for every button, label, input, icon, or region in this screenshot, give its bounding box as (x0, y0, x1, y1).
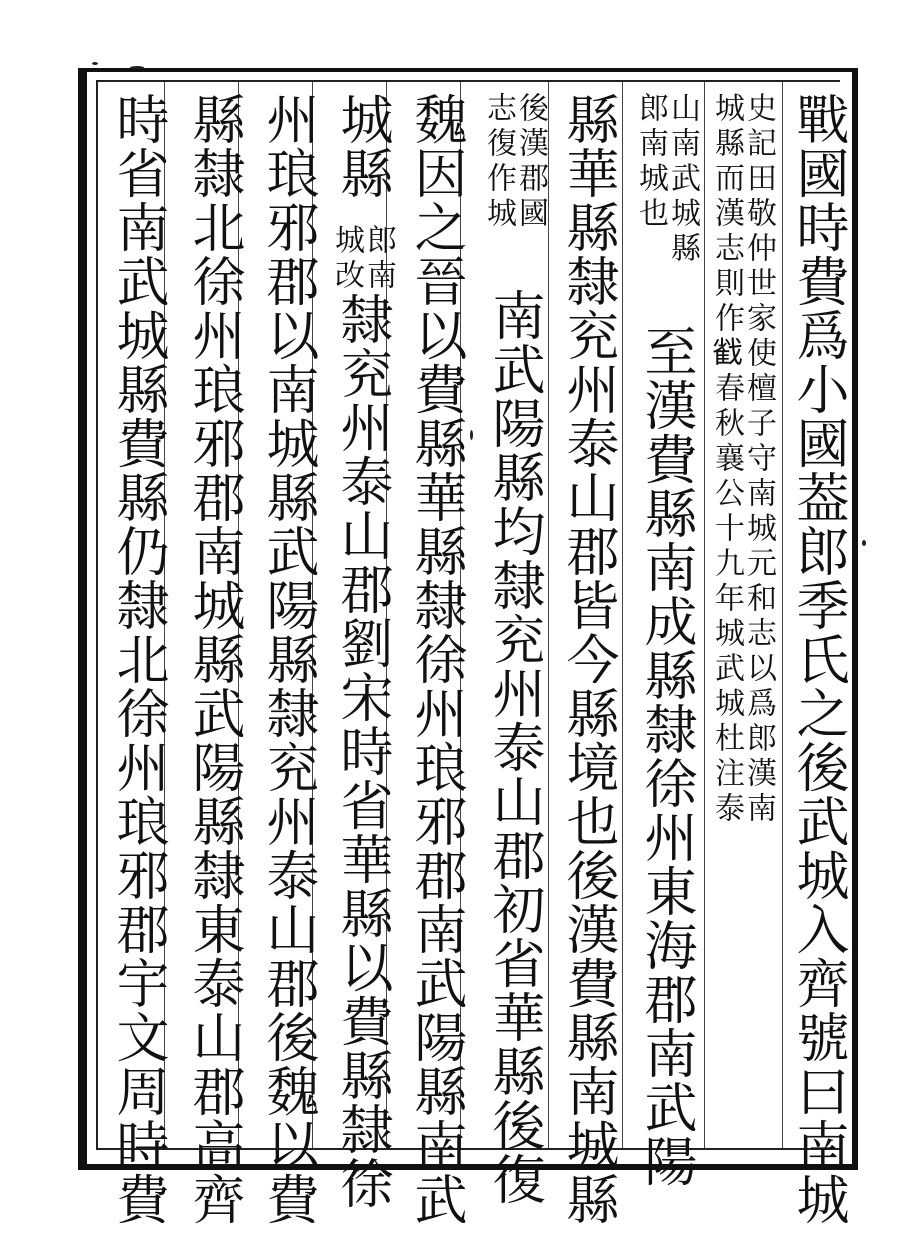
annotation-line-right: 後漢郡國 (513, 92, 548, 232)
text-column-10: 時省南武城縣費縣仍隸北徐州琅邪郡宇文周時費 (108, 92, 169, 1226)
text-column-7 (329, 92, 396, 1210)
annotation-line-right: 史記田敬仲世家使檀子守南城元和志以爲郎漢南 (741, 92, 776, 827)
scan-speck (862, 540, 866, 546)
text-column-1: 戰國時費爲小國葢郎季氏之後武城入齊號曰南城 (788, 92, 849, 1226)
column-rule (548, 82, 549, 1148)
text-column-4: 縣華縣隸兖州泰山郡皆今縣境也後漢費縣南城縣 (558, 92, 619, 1226)
annotation-line-left: 城縣而漢志則作𢧵春秋襄公十九年城武城杜注泰 (709, 92, 744, 827)
annotation-line-left: 城改 (329, 224, 364, 294)
scan-speck (130, 66, 144, 69)
column-rule (782, 82, 783, 1148)
main-text: 隸兖州泰山郡劉宋時省華縣以費縣隸徐 (332, 292, 393, 1210)
scan-speck (92, 62, 98, 65)
text-column-5 (481, 92, 548, 1206)
text-column-9: 縣隸北徐州琅邪郡南城縣武陽縣隸東泰山郡高齊 (184, 92, 245, 1226)
annotation-column-2 (710, 92, 774, 1152)
annotation-line-right: 郎南 (361, 224, 396, 294)
column-rule (622, 82, 623, 1148)
annotation-line-left: 郎南城也 (633, 92, 668, 232)
scan-speck (470, 430, 473, 440)
text-column-8: 州琅邪郡以南城縣武陽縣隸兖州泰山郡後魏以費 (258, 92, 319, 1226)
annotation-line-right: 山南武城縣 (665, 92, 700, 267)
text-column-6: 魏因之晉以費縣華縣隸徐州琅邪郡南武陽縣南武 (406, 92, 467, 1226)
annotation-line-left: 志復作城 (481, 92, 516, 232)
main-text: 南武陽縣均隸兖州泰山郡初省華縣後復 (484, 288, 545, 1206)
right-edge-border (852, 68, 858, 1170)
main-text: 至漢費縣南成縣隸徐州東海郡南武陽 (636, 324, 697, 1188)
column-rule (704, 82, 705, 1148)
lead-text: 城縣 (332, 92, 393, 200)
text-column-3 (633, 92, 700, 1188)
